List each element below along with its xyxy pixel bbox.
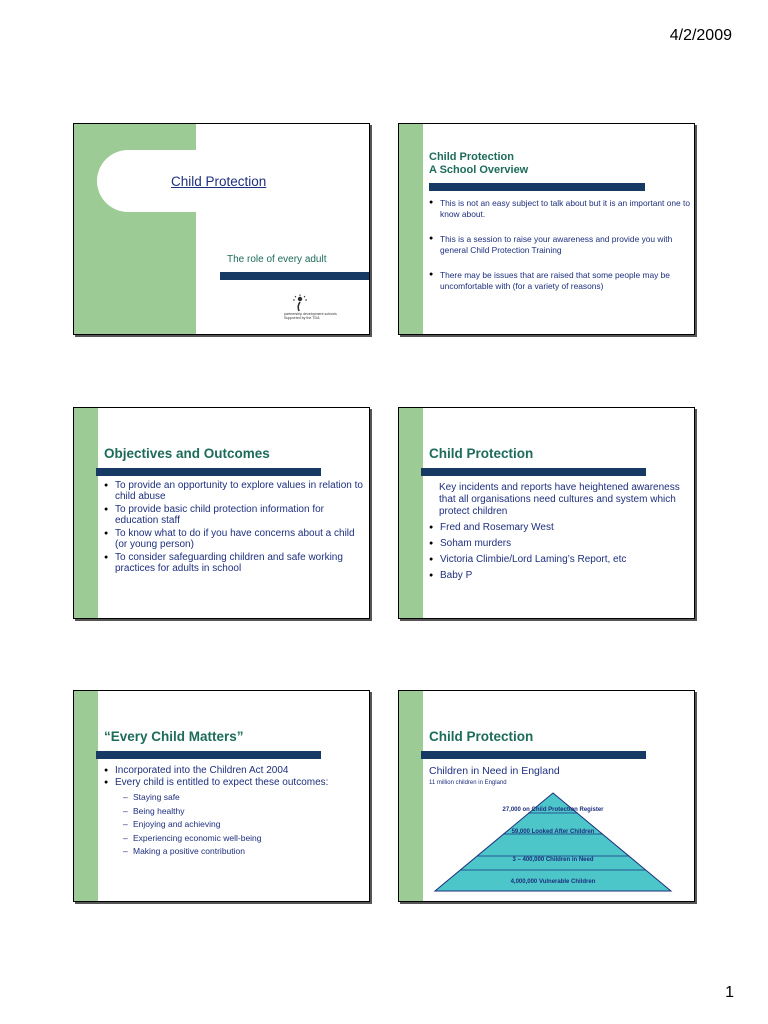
bullet-item — [104, 777, 366, 859]
green-panel — [399, 408, 423, 618]
bullet-item: ● To know what to do if you have concerns about a child (or young person) — [104, 528, 366, 550]
slide-subtitle: The role of every adult — [227, 254, 327, 265]
navy-bar — [96, 751, 321, 759]
bullet-item: ● To consider safeguarding children and safe working practices for adults in school — [104, 552, 366, 574]
green-panel — [74, 408, 98, 618]
slide-5 — [73, 690, 370, 902]
navy-bar — [96, 468, 321, 476]
outcome-item: – Experiencing economic well-being — [123, 832, 366, 846]
pyramid-level-3: 3 – 400,000 Children in Need — [512, 857, 594, 863]
green-panel — [399, 124, 423, 334]
pyramid-level-4: 4,000,000 Vulnerable Children — [510, 879, 596, 885]
logo-name: partnership development schools — [284, 312, 337, 316]
title-line-1: Child Protection — [429, 151, 514, 163]
slide-title: “Every Child Matters” — [104, 729, 244, 744]
slide-6 — [398, 690, 695, 902]
population-note: 11 million children in England — [429, 780, 507, 786]
navy-bar — [429, 183, 645, 191]
slide-title: Child Protection — [429, 729, 534, 744]
bullet-item: ● This is not an easy subject to talk about but it is an important one to know about. — [429, 198, 691, 219]
navy-bar — [220, 272, 369, 280]
bullet-item: ● Incorporated into the Children Act 2004 — [104, 765, 366, 777]
page-number: 1 — [725, 984, 734, 1001]
navy-bar — [421, 751, 646, 759]
green-panel — [399, 691, 423, 901]
bullet-list — [429, 198, 691, 306]
outcome-item: – Enjoying and achieving — [123, 818, 366, 832]
navy-bar — [421, 468, 646, 476]
bullet-item: ● To provide an opportunity to explore values in relation to child abuse — [104, 480, 366, 502]
bullet-list — [104, 480, 366, 576]
need-pyramid — [433, 791, 673, 893]
print-date: 4/2/2009 — [669, 27, 732, 44]
slide-3 — [73, 407, 370, 619]
logo-tagline: Supported by the TDA — [284, 316, 320, 320]
bullet-item: ● This is a session to raise your awareness and provide you with general Child Protection Training — [429, 234, 691, 255]
slide-title: Child Protection — [429, 446, 534, 461]
bullet-item: ● Soham murders — [429, 538, 691, 550]
bullet-item: ● Fred and Rosemary West — [429, 522, 691, 534]
bullet-item: ● To provide basic child protection information for education staff — [104, 504, 366, 526]
sun-figure-icon — [290, 294, 310, 312]
bullet-list — [104, 765, 366, 859]
outcome-item: – Staying safe — [123, 791, 366, 805]
pyramid-level-2: 59,000 Looked After Children — [511, 829, 595, 835]
slide-2 — [398, 123, 695, 335]
pyramid-level-1: 27,000 on Child Protection Register — [502, 807, 604, 813]
green-panel — [74, 691, 98, 901]
partnership-logo — [284, 294, 354, 320]
outcome-item: – Making a positive contribution — [123, 845, 366, 859]
slide-title — [429, 151, 528, 177]
slide-title: Child Protection — [171, 174, 267, 189]
slide-title: Objectives and Outcomes — [104, 446, 270, 461]
outcomes-list — [123, 791, 366, 859]
bullet-item: ● There may be issues that are raised that some people may be uncomfortable with (for a variety of reasons) — [429, 270, 691, 291]
children-in-need-heading: Children in Need in England — [429, 765, 560, 777]
slide-4 — [398, 407, 695, 619]
bullet-text: Every child is entitled to expect these outcomes: — [115, 777, 329, 788]
bullet-item: ● Baby P — [429, 570, 691, 582]
slide-1 — [73, 123, 370, 335]
intro-text: Key incidents and reports have heightened awareness that all organisations need cultures and system which protect children — [439, 482, 680, 517]
bullet-item: ● Victoria Climbie/Lord Laming’s Report, etc — [429, 554, 691, 566]
outcome-item: – Being healthy — [123, 805, 366, 819]
title-line-2: A School Overview — [429, 164, 529, 176]
bullet-list — [429, 522, 691, 586]
